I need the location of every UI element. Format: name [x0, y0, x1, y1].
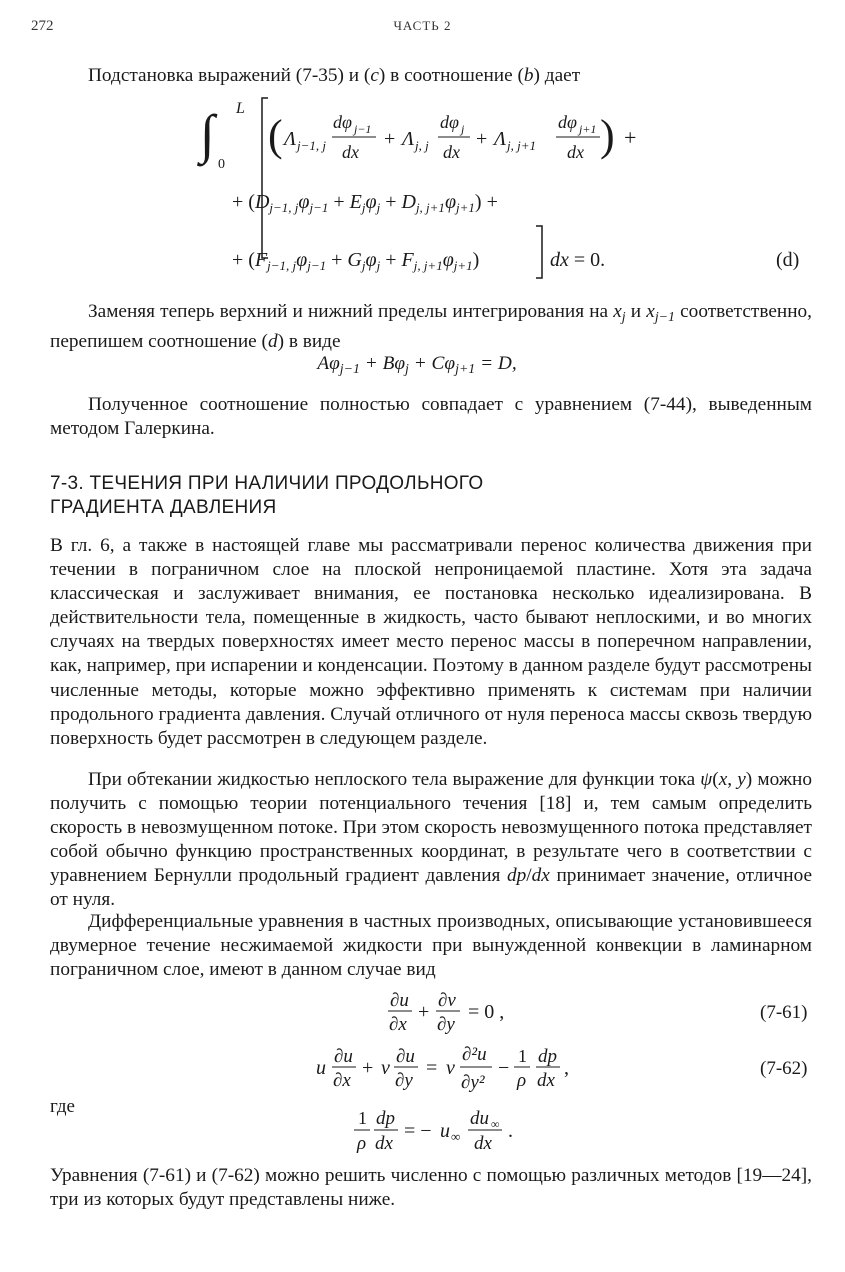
- svg-text:dp: dp: [538, 1046, 557, 1067]
- where-word: где: [50, 1096, 75, 1117]
- svg-text:dx: dx: [537, 1070, 555, 1091]
- equation-7-61: [388, 990, 807, 1035]
- intro-line: Подстановка выражений (7-35) и (c) в соотношение (b) дает: [88, 65, 581, 86]
- equation-where: [354, 1108, 513, 1154]
- svg-text:∂²u: ∂²u: [462, 1044, 487, 1065]
- eq-d-line2: + $(D_{j-1, j}\varphi_{j-1} + E_j\varphi_j + D_{j, j+1}\varphi_{j+1})$ +: [232, 191, 498, 215]
- svg-text:j−1, j: j−1, j: [297, 138, 326, 153]
- right-bracket: [536, 226, 542, 278]
- svg-text:+: +: [418, 1001, 430, 1023]
- svg-text:+: +: [362, 1057, 374, 1079]
- svg-text:j, j: j, j: [415, 138, 429, 153]
- eq-d-line3: + $(F_{j-1, j}\varphi_{j-1} + G_j\varphi_j + F_{j, j+1}\varphi_{j+1})$: [232, 249, 480, 273]
- lambda-2: Λ: [402, 128, 415, 150]
- svg-text:∂u: ∂u: [396, 1046, 415, 1067]
- svg-text:∂u: ∂u: [334, 1046, 353, 1067]
- svg-text:du: du: [470, 1108, 489, 1129]
- svg-text:j+1: j+1: [579, 122, 597, 136]
- lambda-1: Λ: [284, 128, 297, 150]
- svg-text:1: 1: [358, 1108, 367, 1128]
- svg-text:u: u: [440, 1120, 450, 1142]
- svg-text:+: +: [384, 128, 396, 150]
- integral-sign: ∫: [200, 104, 215, 164]
- svg-text:dp: dp: [376, 1108, 395, 1129]
- svg-text:ρ: ρ: [517, 1070, 527, 1091]
- svg-text:j−1: j−1: [354, 122, 372, 136]
- right-paren: ): [600, 111, 615, 160]
- equation-abcd: $A\varphi_{j-1} + B\varphi_j + C\varphi_{j+1} = D$,: [317, 353, 517, 378]
- svg-text:v: v: [381, 1057, 390, 1079]
- eq-7-61-label: (7-61): [760, 1002, 808, 1023]
- svg-text:dx: dx: [342, 142, 359, 162]
- svg-text:ν: ν: [446, 1057, 455, 1079]
- eq-d-label: (d): [776, 249, 800, 271]
- page-number: 272: [31, 18, 54, 34]
- svg-text:= −: = −: [404, 1120, 432, 1142]
- svg-text:+: +: [624, 125, 637, 150]
- svg-text:dx: dx: [375, 1133, 393, 1154]
- svg-text:∞: ∞: [491, 1117, 500, 1131]
- section-heading: [50, 472, 750, 520]
- svg-text:.: .: [508, 1120, 513, 1142]
- equation-7-62: [316, 1044, 807, 1093]
- eq-7-62-label: (7-62): [760, 1058, 808, 1079]
- lambda-3: Λ: [494, 128, 507, 150]
- svg-text:dx: dx: [567, 142, 584, 162]
- svg-text:∂y²: ∂y²: [461, 1072, 485, 1093]
- svg-text:j: j: [461, 122, 465, 136]
- svg-text:∞: ∞: [451, 1129, 461, 1144]
- equation-d: [0, 0, 845, 300]
- integral-lower-limit: 0: [218, 157, 225, 172]
- section-heading-line2: ГРАДИЕНТА ДАВЛЕНИЯ: [50, 497, 277, 518]
- paragraph-3: Дифференциальные уравнения в частных производных, описывающие установившееся двумерное течение несжимаемой жидкости при вынужденной конвекции в ламинарном пограничном слое, имеют в данном случае вид: [50, 911, 812, 981]
- svg-text:−: −: [498, 1057, 510, 1079]
- svg-text:dφ: dφ: [333, 112, 352, 132]
- svg-text:= 0 ,: = 0 ,: [468, 1001, 505, 1023]
- svg-text:∂v: ∂v: [438, 990, 456, 1011]
- svg-text:j, j+1: j, j+1: [507, 138, 536, 153]
- svg-text:∂x: ∂x: [333, 1070, 351, 1091]
- svg-text:dφ: dφ: [440, 112, 459, 132]
- svg-text:dx: dx: [474, 1133, 492, 1154]
- para-limits: Заменяя теперь верхний и нижний пределы интегрирования на $x_j$ и $x_{j-1}$ соответственно, перепишем соотношение (d) в виде: [50, 301, 812, 353]
- left-paren: (: [268, 111, 283, 160]
- paragraph-last: Уравнения (7-61) и (7-62) можно решить численно с помощью различных методов [19—24], три из которых будут представлены ниже.: [50, 1165, 812, 1211]
- svg-text:ρ: ρ: [357, 1133, 367, 1154]
- paragraph-2: При обтекании жидкостью неплоского тела выражение для функции тока ψ(x, y) можно получить с помощью теории потенциального течения [18] и, тем самым определить скорость в невозмущенном потоке. При этом скорость невозмущенного потока представляет собой обычно функцию пространственных координат, в результате чего в соответствии с уравнением Бернулли продольный градиент давления dp/dx принимает значение, отличное от нуля.: [50, 769, 813, 911]
- paragraph-1: В гл. 6, а также в настоящей главе мы рассматривали перенос количества движения при течении в пограничном слое на плоской непроницаемой пластине. Хотя эта задача классическая и заслуживает внимания, ее постановка несколько идеализирована. В действительности тела, помещенные в жидкость, часто бывают неплоскими, и во многих случаях на твердых поверхностях имеет место перенос массы в поперечном направлении, как, например, при испарении и конденсации. Поэтому в данном разделе будут рассмотрены численные методы, которые можно эффективно применять к системам при наличии продольного градиента давления. Случай отличного от нуля переноса массы сквозь твердую поверхность будет рассмотрен в следующем разделе.: [50, 535, 813, 749]
- svg-text:dx: dx: [443, 142, 460, 162]
- svg-text:+: +: [476, 128, 488, 150]
- svg-text:∂y: ∂y: [395, 1070, 413, 1091]
- svg-text:,: ,: [564, 1057, 569, 1079]
- svg-text:∂x: ∂x: [389, 1014, 407, 1035]
- svg-text:∂u: ∂u: [390, 990, 409, 1011]
- svg-text:1: 1: [518, 1046, 527, 1066]
- svg-text:dx = 0.: dx = 0.: [550, 249, 606, 271]
- svg-text:=: =: [426, 1057, 438, 1079]
- svg-text:u: u: [316, 1057, 326, 1079]
- integral-upper-limit: L: [236, 100, 245, 117]
- svg-text:∂y: ∂y: [437, 1014, 455, 1035]
- section-heading-line1: 7-3. ТЕЧЕНИЯ ПРИ НАЛИЧИИ ПРОДОЛЬНОГО: [50, 473, 484, 494]
- chapter-label: ЧАСТЬ 2: [393, 18, 452, 33]
- svg-text:dφ: dφ: [558, 112, 577, 132]
- para-galerkin: Полученное соотношение полностью совпадает с уравнением (7-44), выведенным методом Галеркина.: [50, 394, 812, 440]
